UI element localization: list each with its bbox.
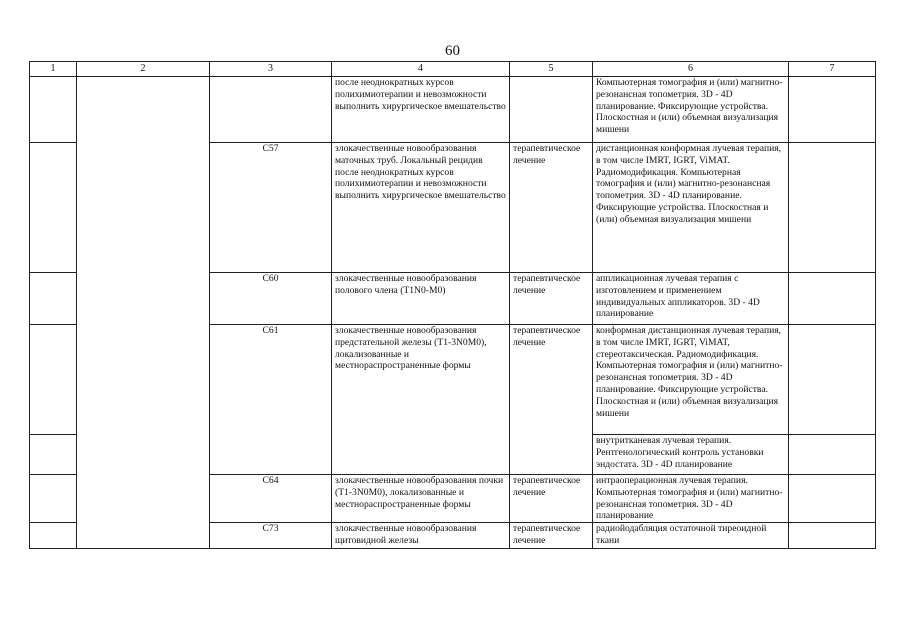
cell-treatment: терапевтическое лечение (510, 523, 593, 549)
cell-code (210, 77, 332, 143)
cell-description: злокачественные новообразования почки (T1-3N0M0), локализованные и местнораспространенные формы (332, 475, 510, 523)
page-number: 60 (445, 43, 460, 59)
cell-col7 (789, 325, 876, 435)
column-header-5: 5 (510, 62, 593, 77)
cell-description: после неоднократных курсов полихимиотерапии и невозможности выполнить хирургическое вмешательство (332, 77, 510, 143)
cell-method: радиойодабляция остаточной тиреоидной ткани (593, 523, 789, 549)
cell-col1 (30, 325, 77, 435)
cell-col7 (789, 523, 876, 549)
cell-method: внутритканевая лучевая терапия. Рентгенологический контроль установки эндостата. 3D - 4D планирование (593, 435, 789, 475)
cell-treatment (510, 77, 593, 143)
cell-col1 (30, 523, 77, 549)
cell-col7 (789, 435, 876, 475)
cell-method: интраоперационная лучевая терапия. Компьютерная томография и (или) магнитно-резонансная топометрия. 3D - 4D планирование (593, 475, 789, 523)
column-header-3: 3 (210, 62, 332, 77)
cell-method: конформная дистанционная лучевая терапия, в том числе IMRT, IGRT, ViMAT, стереотаксическая. Радиомодификация. Компьютерная томография и (или) магнитно-резонансная топометрия. 3D - 4D планирование. Фиксирующие устройства. Плоскостная и (или) объемная визуализация мишени (593, 325, 789, 435)
cell-col1 (30, 435, 77, 475)
cell-col2-span (77, 77, 210, 549)
cell-code: C61 (210, 325, 332, 475)
cell-treatment: терапевтическое лечение (510, 143, 593, 273)
cell-description: злокачественные новообразования предстательной железы (T1-3N0M0), локализованные и местнораспространенные формы (332, 325, 510, 475)
column-header-1: 1 (30, 62, 77, 77)
cell-code: C64 (210, 475, 332, 523)
cell-treatment: терапевтическое лечение (510, 475, 593, 523)
cell-col7 (789, 143, 876, 273)
cell-col1 (30, 77, 77, 143)
document-table (29, 61, 876, 549)
column-number-row (30, 62, 876, 77)
column-header-7: 7 (789, 62, 876, 77)
cell-col7 (789, 273, 876, 325)
cell-code: C60 (210, 273, 332, 325)
cell-method: дистанционная конформная лучевая терапия, в том числе IMRT, IGRT, ViMAT. Радиомодификация. Компьютерная томография и (или) магнитно-резонансная топометрия. 3D - 4D планирование. Фиксирующие устройства. Плоскостная и (или) объемная визуализация мишени (593, 143, 789, 273)
cell-treatment: терапевтическое лечение (510, 325, 593, 475)
column-header-2: 2 (77, 62, 210, 77)
cell-method: аппликационная лучевая терапия с изготовлением и применением индивидуальных аппликаторов. 3D - 4D планирование (593, 273, 789, 325)
cell-description: злокачественные новообразования маточных труб. Локальный рецидив после неоднократных курсов полихимиотерапии и невозможности выполнить хирургическое вмешательство (332, 143, 510, 273)
table-row (30, 77, 876, 143)
cell-method: Компьютерная томография и (или) магнитно-резонансная топометрия. 3D - 4D планирование. Фиксирующие устройства. Плоскостная и (или) объемная визуализация мишени (593, 77, 789, 143)
cell-description: злокачественные новообразования щитовидной железы (332, 523, 510, 549)
cell-col1 (30, 143, 77, 273)
column-header-6: 6 (593, 62, 789, 77)
cell-col1 (30, 475, 77, 523)
column-header-4: 4 (332, 62, 510, 77)
cell-col7 (789, 475, 876, 523)
cell-code: C57 (210, 143, 332, 273)
cell-code: C73 (210, 523, 332, 549)
cell-col7 (789, 77, 876, 143)
cell-description: злокачественные новообразования полового члена (T1N0-M0) (332, 273, 510, 325)
cell-treatment: терапевтическое лечение (510, 273, 593, 325)
cell-col1 (30, 273, 77, 325)
